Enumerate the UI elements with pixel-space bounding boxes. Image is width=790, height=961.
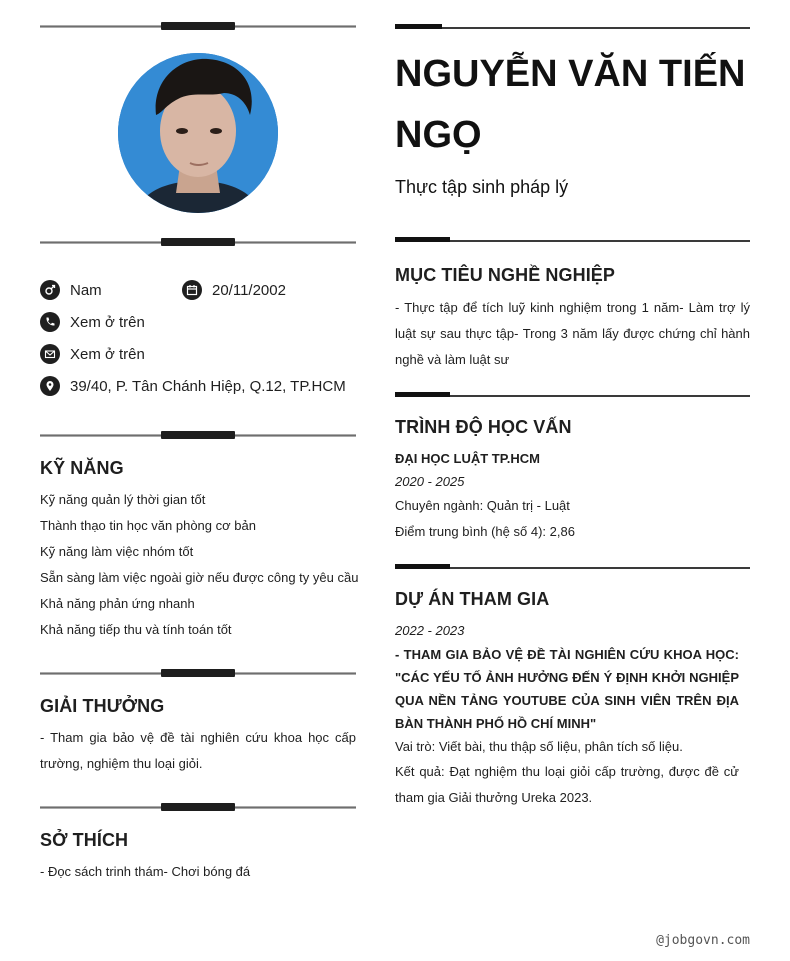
education-period: 2020 - 2025 [395,474,465,489]
birthday-row [182,280,286,300]
email-row [40,344,145,364]
skill-item: Thành thạo tin học văn phòng cơ bản [40,518,256,533]
divider [40,800,356,814]
skill-item: Kỹ năng làm việc nhóm tốt [40,544,194,559]
gender-icon [40,280,60,300]
skill-item: Sẵn sàng làm việc ngoài giờ nếu được công ty yêu cầu [40,570,359,585]
candidate-name: NGUYỄN VĂN TIẾN NGỌ [395,53,746,156]
skills-title: KỸ NĂNG [40,458,124,478]
gender-value: Nam [70,281,102,299]
objective-title: MỤC TIÊU NGHỀ NGHIỆP [395,265,616,285]
skill-item: Khả năng phản ứng nhanh [40,596,195,611]
avatar [118,53,278,213]
divider [40,235,356,249]
school-name: ĐẠI HỌC LUẬT TP.HCM [395,451,540,466]
email-icon [40,344,60,364]
education-gpa: Điểm trung bình (hệ số 4): 2,86 [395,524,575,539]
awards-text: - Tham gia bảo vệ đề tài nghiên cứu khoa học cấp trường, nghiệm thu loại giỏi. [40,730,356,771]
job-title: Thực tập sinh pháp lý [395,177,569,197]
phone-icon [40,312,60,332]
hobbies-title: SỞ THÍCH [40,830,129,850]
divider [395,237,750,245]
awards-title: GIẢI THƯỞNG [40,696,165,716]
project-result: Kết quả: Đạt nghiệm thu loại giỏi cấp trường, được đề cử tham gia Giải thưởng Ureka 2023. [395,764,739,805]
divider [40,19,356,33]
divider [395,24,750,32]
divider [40,428,356,442]
divider [40,666,356,680]
projects-title: DỰ ÁN THAM GIA [395,589,550,609]
phone-row [40,312,145,332]
skill-item: Kỹ năng quản lý thời gian tốt [40,492,206,507]
phone-value: Xem ở trên [70,313,145,331]
divider [395,564,750,572]
gender-row [40,280,102,300]
objective-text: - Thực tập để tích luỹ kinh nghiệm trong 1 năm- Làm trợ lý luật sự sau thực tập- Trong 3 năm lấy được chứng chỉ hành nghề và làm luật sư [395,300,750,367]
education-major: Chuyên ngành: Quản trị - Luật [395,498,570,513]
project-role: Vai trò: Viết bài, thu thập số liệu, phân tích số liệu. [395,739,683,754]
project-name: - THAM GIA BẢO VỆ ĐỀ TÀI NGHIÊN CỨU KHOA HỌC: "CÁC YẾU TỐ ẢNH HƯỞNG ĐẾN Ý ĐỊNH KHỞI NGHIỆP QUA NỀN TẢNG YOUTUBE CỦA SINH VIÊN TRÊN ĐỊA BÀN THÀNH PHỐ HỒ CHÍ MINH" [395,647,739,731]
divider [395,392,750,400]
skill-item: Khả năng tiếp thu và tính toán tốt [40,622,232,637]
birthday-value: 20/11/2002 [212,281,286,299]
email-value: Xem ở trên [70,345,145,363]
education-title: TRÌNH ĐỘ HỌC VẤN [395,417,572,437]
address-row [40,376,346,396]
hobbies-text: - Đọc sách trinh thám- Chơi bóng đá [40,864,251,879]
project-period: 2022 - 2023 [395,623,465,638]
watermark: @jobgovn.com [656,933,750,948]
address-value: 39/40, P. Tân Chánh Hiệp, Q.12, TP.HCM [70,377,346,395]
calendar-icon [182,280,202,300]
location-pin-icon [40,376,60,396]
